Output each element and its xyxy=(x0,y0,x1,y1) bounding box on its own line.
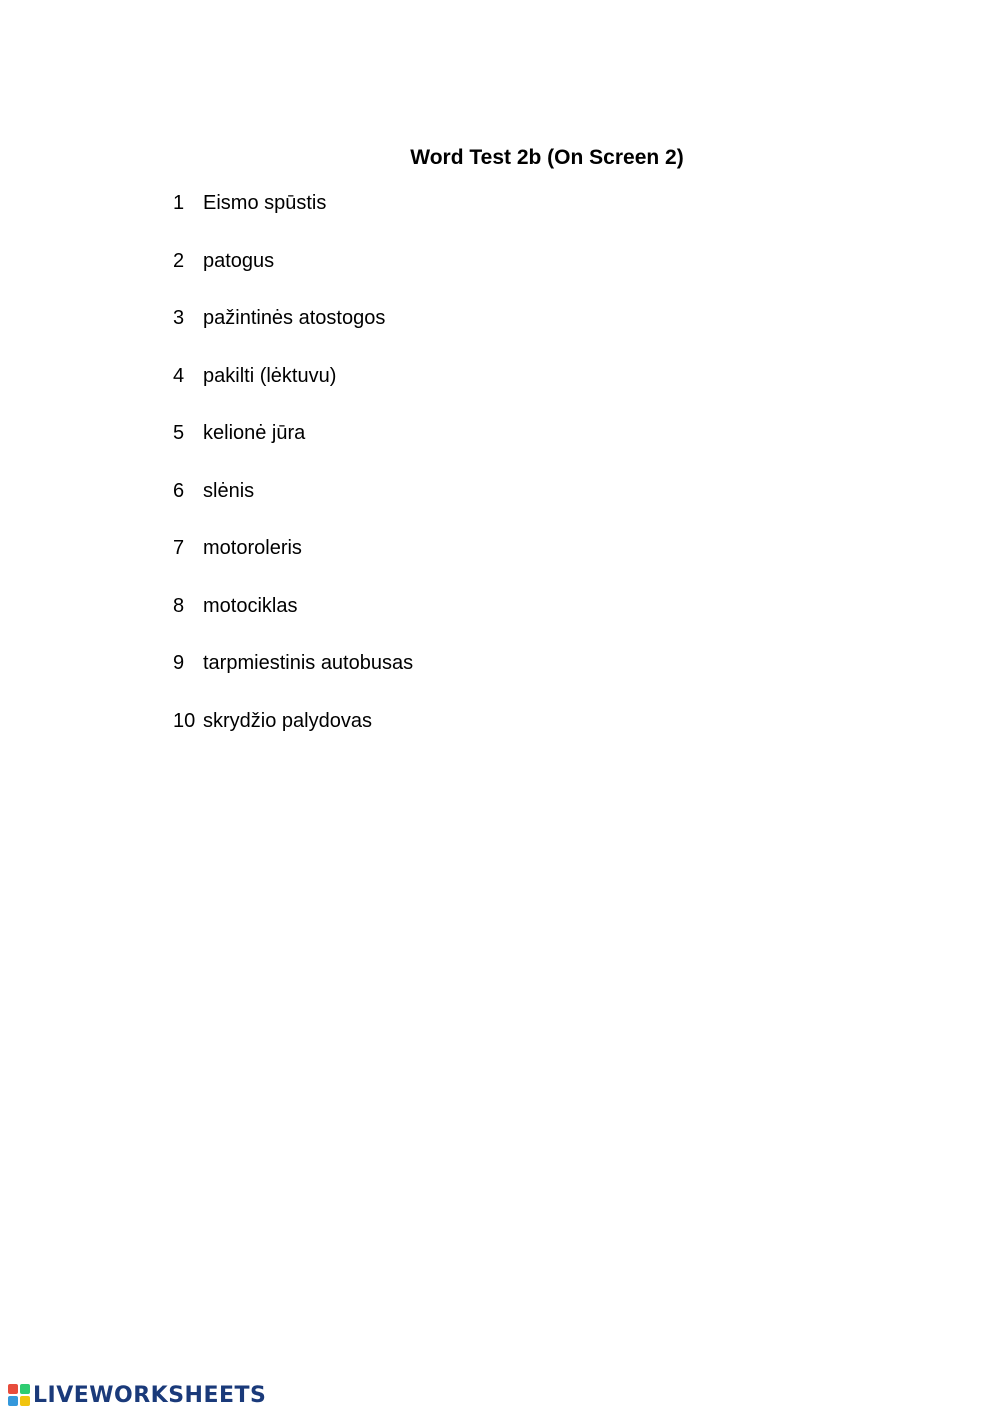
item-text: pažintinės atostogos xyxy=(203,307,386,329)
logo-block xyxy=(8,1384,18,1394)
list-item xyxy=(173,304,413,362)
logo-blocks-icon xyxy=(8,1384,30,1406)
logo-block xyxy=(8,1396,18,1406)
list-item xyxy=(173,247,413,305)
liveworksheets-logo[interactable] xyxy=(8,1381,266,1409)
item-number: 4 xyxy=(173,364,185,387)
item-text: Eismo spūstis xyxy=(203,192,327,214)
list-item xyxy=(173,477,413,535)
item-text: patogus xyxy=(203,249,275,272)
logo-text: LIVEWORKSHEETS xyxy=(33,1382,267,1408)
item-text: tarpmiestinis autobusas xyxy=(203,652,414,674)
item-number: 10 xyxy=(173,709,196,732)
item-number: 2 xyxy=(173,249,185,272)
item-number: 7 xyxy=(173,537,185,559)
item-number: 6 xyxy=(173,479,185,502)
item-text: skrydžio palydovas xyxy=(203,709,372,732)
list-item xyxy=(173,419,413,477)
list-item xyxy=(173,649,413,707)
page-title: Word Test 2b (On Screen 2) xyxy=(410,146,684,169)
item-number: 5 xyxy=(173,422,185,444)
logo-block xyxy=(20,1384,30,1394)
item-text: slėnis xyxy=(203,479,255,502)
item-text: pakilti (lėktuvu) xyxy=(203,364,337,387)
item-text: motoroleris xyxy=(203,537,302,559)
logo-block xyxy=(20,1396,30,1406)
list-item xyxy=(173,362,413,420)
item-number: 3 xyxy=(173,307,185,329)
item-text: motociklas xyxy=(203,594,298,617)
item-number: 9 xyxy=(173,652,185,674)
list-item xyxy=(173,534,413,592)
list-item xyxy=(173,189,413,247)
item-text: kelionė jūra xyxy=(203,422,306,444)
item-number: 8 xyxy=(173,594,185,617)
word-list xyxy=(173,189,413,764)
list-item xyxy=(173,707,413,765)
list-item xyxy=(173,592,413,650)
item-number: 1 xyxy=(173,192,185,214)
